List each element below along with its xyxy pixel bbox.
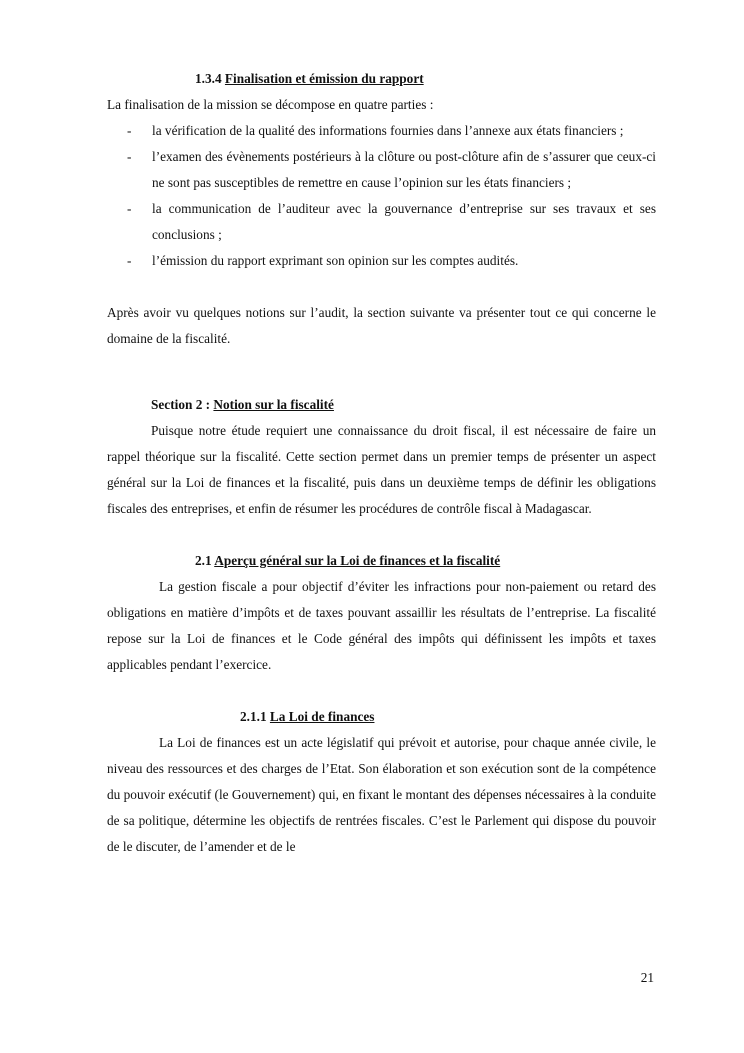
list-item bbox=[107, 118, 656, 144]
list-dash: - bbox=[127, 149, 132, 164]
spacer bbox=[107, 352, 656, 392]
heading-number: 1.3.4 bbox=[195, 71, 222, 86]
section-2-1-paragraph: La gestion fiscale a pour objectif d’éviter les infractions pour non-paiement ou retard des obligations en matière d’impôts et de taxes pouvant assaillir les résultats de l’entreprise. La fiscalité repose sur la Loi de finances et le Code général des impôts qui définissent les impôts et taxes applicables pendant l’exercice. bbox=[107, 579, 656, 672]
list-item-text: la vérification de la qualité des informations fournies dans l’annexe aux états financiers ; bbox=[152, 123, 624, 138]
list-item bbox=[107, 144, 656, 196]
intro-text: La finalisation de la mission se décompose en quatre parties : bbox=[107, 97, 434, 112]
heading-title: La Loi de finances bbox=[269, 709, 375, 724]
spacer bbox=[107, 522, 656, 548]
list-dash: - bbox=[127, 253, 132, 268]
document-page bbox=[107, 66, 656, 860]
finalisation-list bbox=[107, 118, 656, 274]
section-2-1-1-paragraph: La Loi de finances est un acte législatif qui prévoit et autorise, pour chaque année civile, le niveau des ressources et des charges de l’Etat. Son élaboration et son exécution sont de la compétence du pouvoir exécutif (le Gouvernement) qui, en fixant le montant des dépenses nécessaires à la conduite de sa politique, détermine les objectifs de rentrées fiscales. C’est le Parlement qui dispose du pouvoir de le discuter, de l’amender et de le bbox=[107, 735, 656, 854]
transition-paragraph: Après avoir vu quelques notions sur l’audit, la section suivante va présenter tout ce qui concerne le domaine de la fiscalité. bbox=[107, 305, 656, 346]
heading-number: 2.1 bbox=[195, 553, 212, 568]
section-2-heading bbox=[107, 392, 656, 418]
list-item-text: l’examen des évènements postérieurs à la clôture ou post-clôture afin de s’assurer que ceux-ci ne sont pas susceptibles de remettre en cause l’opinion sur les états financiers ; bbox=[152, 149, 656, 190]
list-item-text: l’émission du rapport exprimant son opinion sur les comptes audités. bbox=[152, 253, 519, 268]
spacer bbox=[107, 274, 656, 300]
list-item bbox=[107, 196, 656, 248]
section-title: Notion sur la fiscalité bbox=[213, 397, 334, 412]
list-dash: - bbox=[127, 123, 132, 138]
list-item bbox=[107, 248, 656, 274]
heading-title: Aperçu général sur la Loi de finances et la fiscalité bbox=[214, 553, 501, 568]
heading-1-3-4 bbox=[107, 66, 656, 92]
list-item-text: la communication de l’auditeur avec la gouvernance d’entreprise sur ses travaux et ses conclusions ; bbox=[152, 201, 656, 242]
heading-number: 2.1.1 bbox=[240, 709, 267, 724]
heading-2-1-1 bbox=[107, 704, 656, 730]
page-number: 21 bbox=[640, 970, 654, 985]
heading-2-1 bbox=[107, 548, 656, 574]
section-2-paragraph: Puisque notre étude requiert une connaissance du droit fiscal, il est nécessaire de faire un rappel théorique sur la fiscalité. Cette section permet dans un premier temps de présenter un aspect général sur la Loi de finances et la fiscalité, puis dans un deuxième temps de définir les obligations fiscales des entreprises, et enfin de résumer les procédures de contrôle fiscal à Madagascar. bbox=[107, 423, 656, 516]
heading-title: Finalisation et émission du rapport bbox=[224, 71, 424, 86]
spacer bbox=[107, 678, 656, 704]
list-dash: - bbox=[127, 201, 132, 216]
section-prefix: Section 2 : bbox=[151, 397, 211, 412]
